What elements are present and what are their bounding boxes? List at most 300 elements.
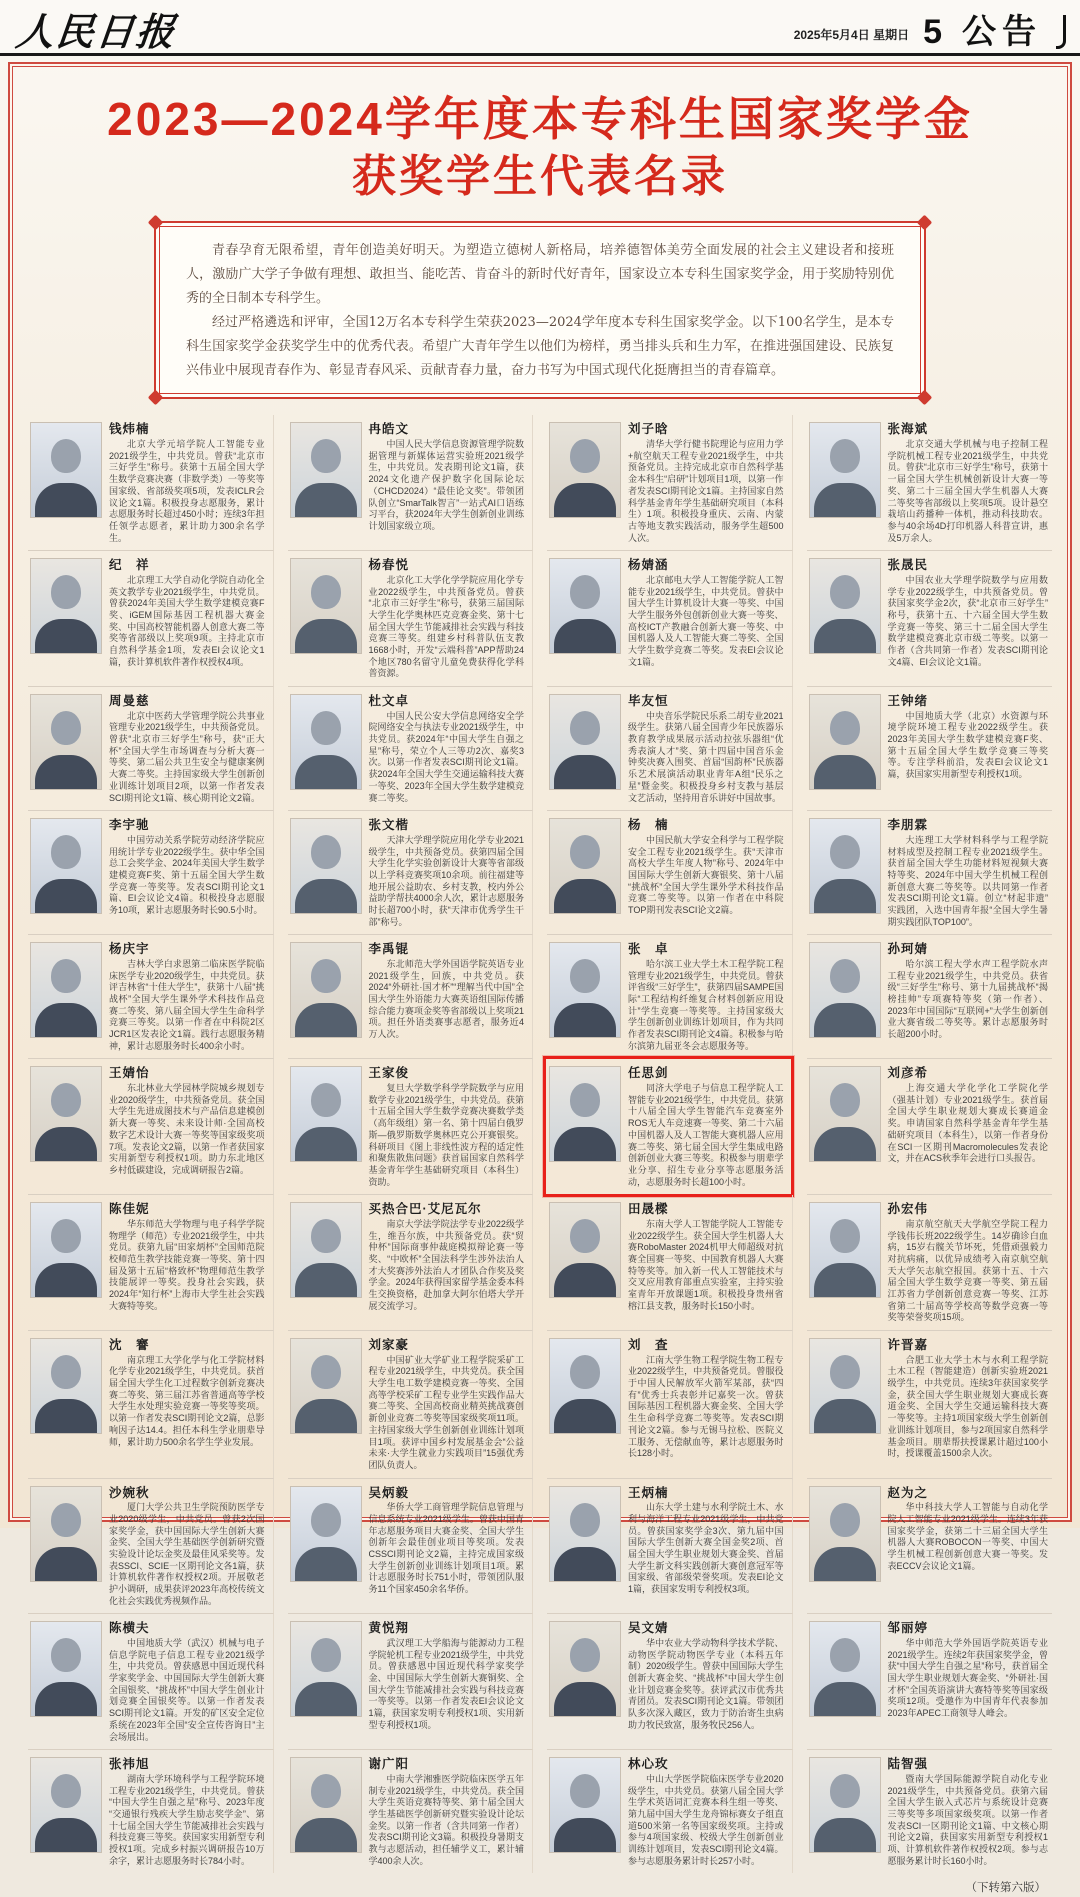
student-name: 刘家豪 (368, 1338, 410, 1353)
photo-silhouette-torso (814, 1399, 876, 1434)
student-bio: 中国民航大学安全科学与工程学院安全工程专业2021级学生。获“天津市高校大学生年度人物”称号、2024年中国国际大学生创新大赛银奖、第十八届“挑战杯”全国大学生课外学术科技作品竞赛二等奖等。以第一作者在中科院TOP期刊发表SCI论文2篇。 (628, 834, 784, 915)
student-name: 张祎旭 (109, 1757, 150, 1772)
student-entry (28, 551, 274, 687)
student-photo (290, 1621, 362, 1717)
photo-silhouette-torso (35, 1263, 97, 1298)
student-text (628, 1202, 784, 1324)
photo-silhouette-head (830, 575, 860, 609)
student-text (109, 1757, 265, 1867)
photo-silhouette-torso (814, 1818, 876, 1853)
student-text (888, 1621, 1049, 1743)
student-name: 孙宏伟 (887, 1202, 929, 1217)
student-bio: 华中师范大学外国语学院英语专业2021级学生。连续2年获国家奖学金，曾获“中国大学生自强之星”称号，获首届全国大学生职业规划大赛金奖、“外研社·国才杯”全国英语演讲大赛特等奖等国家级奖项12项。受邀作为中国青年代表参加2023年APEC工商领导人峰会。 (887, 1638, 1048, 1719)
student-entry (547, 935, 793, 1059)
student-bio: 厦门大学公共卫生学院预防医学专业2020级学生，中共党员。曾获2次国家奖学金，获中国国际大学生创新大赛金奖、全国大学生基础医学创新研究暨实验设计论坛金奖及最佳风采奖等。发表SSCI、SCIE一区期刊论文各1篇，获计算机软件著作权授权2项。开展敬老护小调研，成果获评2023年高校传统文化社会实践优秀视频作品。 (109, 1502, 265, 1606)
student-photo (30, 694, 102, 790)
photo-silhouette-torso (35, 1003, 97, 1038)
student-bio: 中国人民公安大学信息网络安全学院网络安全与执法专业2021级学生，中共党员。获2024年“中国大学生自强之星”称号，荣立个人三等功2次、嘉奖3次。以第一作者发表SCI期刊论文1篇。获2024年全国大学生交通运输科技大赛一等奖、2023年全国大学生数学建模竞赛二等奖。 (368, 710, 524, 803)
student-entry (28, 1331, 274, 1479)
student-name: 张晟民 (887, 558, 929, 573)
student-name: 杨春悦 (368, 558, 410, 573)
photo-silhouette-head (570, 439, 600, 473)
student-entry (547, 687, 793, 811)
student-text (109, 1066, 265, 1188)
student-entry (547, 1750, 793, 1873)
photo-silhouette-torso (814, 619, 876, 654)
student-text (109, 1338, 265, 1472)
intro-paragraphs (186, 239, 894, 383)
student-text (888, 422, 1049, 544)
student-bio: 中国劳动关系学院劳动经济学院应用统计学专业2022级学生。获中华全国总工会奖学金、2024年美国大学生数学建模竞赛F奖、第十五届全国大学生数学竞赛一等奖等。发表SCI期刊论文1篇、EI会议论文4篇。积极投身志愿服务10项，累计志愿服务时长90.5小时。 (109, 834, 265, 915)
student-photo (549, 1338, 621, 1434)
photo-silhouette-torso (35, 1682, 97, 1717)
student-bio: 江南大学生物工程学院生物工程专业2022级学生，中共预备党员。曾服役于中国人民解放军火箭军某部，获“四有”优秀士兵表彰并记嘉奖一次。曾获国际基因工程机器大赛金奖、全国大学生生命科学竞赛二等奖等。发表SCI期刊论文2篇。参与无锡马拉松、医院义工服务、无偿献血等，累计志愿服务时长128小时。 (628, 1354, 784, 1459)
intro-box (154, 221, 926, 399)
student-entry (288, 1614, 534, 1750)
photo-silhouette-torso (814, 483, 876, 518)
photo-silhouette-head (570, 835, 600, 869)
student-bio: 大连理工大学材料科学与工程学院材料成型及控制工程专业2021级学生。获首届全国大学生功能材料短视频大赛特等奖、2024年中国大学生机械工程创新创意大赛二等奖等。以共同第一作者发表SCI期刊论文1篇。创立“材起非遗”实践团，入选中国青年报“全国大学生暑期实践团队TOP100”。 (887, 834, 1048, 927)
photo-silhouette-torso (35, 1818, 97, 1853)
student-bio: 合肥工业大学土木与水利工程学院土木工程（智能建造）创新实验班2021级学生，中共党员。连续3年获国家奖学金，获全国大学生职业规划大赛成长赛道金奖、全国大学生交通运输科技大赛一等奖等。主持1项国家级大学生创新创业训练计划项目，参与2项国家自然科学基金项目。朋辈帮扶授课累计超过100小时，授课覆盖1500余人次。 (887, 1354, 1048, 1459)
student-bio: 湖南大学环境科学与工程学院环境工程专业2021级学生，中共党员。曾获“中国大学生自强之星”称号、2023年度“交通银行残疾大学生励志奖学金”、第十七届全国大学生节能减排社会实践与科技竞赛三等奖。获国家实用新型专利授权1项。完成乡村振兴调研报告10万余字，累计志愿服务时长784小时。 (109, 1773, 265, 1866)
photo-silhouette-torso (814, 1547, 876, 1582)
student-entry (288, 1059, 534, 1195)
student-photo (30, 818, 102, 914)
student-text (628, 1066, 784, 1188)
student-photo (30, 1066, 102, 1162)
student-name: 林心玫 (628, 1757, 669, 1772)
student-entry (547, 1331, 793, 1479)
student-photo (30, 1338, 102, 1434)
student-text (628, 422, 784, 544)
student-name: 周曼慈 (109, 694, 150, 709)
student-text (888, 1486, 1049, 1608)
student-name: 刘彦希 (887, 1066, 929, 1081)
student-name: 冉皓文 (368, 422, 410, 437)
student-name: 刘 查 (628, 1338, 669, 1353)
student-bio: 复旦大学数学科学学院数学与应用数学专业2021级学生，中共党员。获第十五届全国大学生数学竞赛决赛数学类（高年级组）第一名、第十四届白俄罗斯—俄罗斯数学奥林匹克公开赛银奖。科研项目《图上非线性波方程的适定性和聚焦散焦问题》获首届国家自然科学基金青年学生基础研究项目（本科生）资助。 (368, 1083, 524, 1187)
photo-silhouette-head (51, 1503, 81, 1537)
photo-silhouette-head (830, 1638, 860, 1672)
student-text (369, 422, 525, 544)
photo-silhouette-torso (35, 483, 97, 518)
student-entry (28, 1195, 274, 1331)
photo-silhouette-torso (35, 1127, 97, 1162)
student-entry (807, 811, 1053, 935)
student-entry (28, 1479, 274, 1615)
photo-silhouette-torso (295, 1818, 357, 1853)
student-photo (290, 942, 362, 1038)
student-photo (290, 1338, 362, 1434)
photo-silhouette-torso (814, 1263, 876, 1298)
photo-silhouette-head (311, 835, 341, 869)
student-entry (807, 1331, 1053, 1479)
student-entry (807, 551, 1053, 687)
student-entry (288, 1195, 534, 1331)
student-name: 陈横夫 (109, 1621, 150, 1636)
student-bio: 武汉理工大学船海与能源动力工程学院轮机工程专业2021级学生，中共党员。曾获感恩中国近现代科学家奖学金、中国国际大学生创新大赛铜奖、全国大学生节能减排社会实践与科技竞赛一等奖等。以第一作者发表EI会议论文1篇，获国家发明专利授权1项、实用新型专利授权1项。 (368, 1638, 524, 1730)
student-name: 王家俊 (368, 1066, 410, 1081)
student-bio: 哈尔滨工程大学水声工程学院水声工程专业2021级学生，中共党员。获省级“三好学生”称号、第十九届挑战杯“揭榜挂帅”专项赛特等奖（第一作者）、2023年中国国际“互联网+”大学生创新创业大赛省级二等奖等。累计志愿服务时长超200小时。 (887, 958, 1048, 1040)
student-photo (549, 422, 621, 518)
student-text (369, 942, 525, 1052)
student-text (888, 694, 1049, 804)
student-bio: 中国人民大学信息资源管理学院数据管理与新媒体运营实验班2021级学生，中共党员。发表期刊论文1篇，获2024文化遗产保护数字化国际论坛（CHCD2024）“最佳论文奖”。带领团队创立“SmarTalk智言”一站式AI口语练习平台，获2024年大学生创新创业训练计划国家级立项。 (368, 439, 524, 531)
student-name: 纪 祥 (109, 558, 150, 573)
photo-silhouette-head (51, 1638, 81, 1672)
section-name: 公告 (962, 13, 1042, 51)
photo-silhouette-head (570, 959, 600, 993)
student-text (109, 1621, 265, 1743)
photo-silhouette-head (51, 835, 81, 869)
student-bio: 北京交通大学机械与电子控制工程学院机械工程专业2021级学生，中共党员。曾获“北京市三好学生”称号，获第十一届全国大学生机械创新设计大赛一等奖、第二十三届全国大学生机器人大赛二等奖等省部级以上奖项5项。设计悬空栽培山药播种一体机，推动科技助农。参与40余场4D打印机器人科普宣讲，惠及5万余人。 (887, 439, 1048, 543)
photo-silhouette-torso (35, 1399, 97, 1434)
student-text (628, 1621, 784, 1743)
student-text (628, 942, 784, 1052)
student-photo (290, 1486, 362, 1582)
photo-silhouette-head (830, 711, 860, 745)
photo-silhouette-head (311, 439, 341, 473)
student-photo (290, 1757, 362, 1853)
student-photo (809, 694, 881, 790)
corner-ornament (917, 390, 933, 406)
student-text (369, 1202, 525, 1324)
student-bio: 中南大学湘雅医学院临床医学五年制专业2021级学生，中共党员。获全国大学生英语竞赛特等奖、第十届全国大学生基础医学创新研究暨实验设计论坛金奖。以第一作者（含共同第一作者）发表SCI期刊论文3篇。积极投身暑期支教与志愿活动，担任辅学义工，累计辅学400余人次。 (368, 1773, 524, 1866)
photo-silhouette-head (830, 439, 860, 473)
student-bio: 北京理工大学自动化学院自动化全英文教学专业2021级学生，中共党员。曾获2024年美国大学生数学建模竞赛F奖、iGEM国际基因工程机器大赛金奖、中国高校智能机器人创意大赛二等奖等省部级以上奖项9项。主持北京市自然科学基金1项，发表EI会议论文1篇，获计算机软件著作权授权4项。 (109, 574, 265, 667)
student-text (628, 694, 784, 804)
photo-silhouette-torso (295, 1547, 357, 1582)
photo-silhouette-torso (35, 755, 97, 790)
photo-silhouette-head (830, 959, 860, 993)
photo-silhouette-torso (554, 483, 616, 518)
student-entry (288, 415, 534, 551)
student-text (109, 1486, 265, 1608)
photo-silhouette-torso (554, 1547, 616, 1582)
photo-silhouette-head (311, 1503, 341, 1537)
photo-silhouette-torso (554, 1399, 616, 1434)
student-bio: 东北师范大学外国语学院英语专业2021级学生，回族，中共党员。获2024“外研社·国才杯”“理解当代中国”全国大学生外语能力大赛英语组国际传播综合能力赛项金奖等省部级以上奖项21项。担任外语类赛事志愿者，服务近4万人次。 (368, 958, 524, 1040)
photo-silhouette-torso (554, 1263, 616, 1298)
student-name: 陆智强 (887, 1757, 929, 1772)
photo-silhouette-head (830, 1774, 860, 1808)
student-bio: 南京理工大学化学与化工学院材料化学专业2021级学生，中共党员。获首届全国大学生化工过程数字创新竞赛决赛二等奖、第三届江苏省普通高等学校大学生水处理实验竞赛一等奖等奖项。以第一作者发表SCI期刊论文2篇，总影响因子达14.4。担任本科生学业朋辈导师，累计助力500余名学生学业发展。 (109, 1354, 265, 1447)
student-text (628, 1757, 784, 1867)
student-bio: 清华大学行健书院理论与应用力学+航空航天工程专业2021级学生，中共预备党员。主持完成北京市自然科学基金本科生“启研”计划项目1项，以第一作者发表SCI期刊论文1篇。主持国家自然科学基金青年学生基础研究项目（本科生）1项。积极投身重庆、云南、内蒙古等地支教实践活动，服务学生超500人次。 (628, 439, 784, 543)
student-name: 李禹锟 (368, 942, 410, 957)
student-entry (288, 1750, 534, 1873)
corner-ornament (917, 215, 933, 231)
photo-silhouette-torso (295, 1003, 357, 1038)
student-bio: 吉林大学白求恩第二临床医学院临床医学专业2020级学生，中共党员。获评吉林省“十佳大学生”，获第十八届“挑战杯”全国大学生课外学术科技作品竞赛二等奖、第八届全国大学生生命科学竞赛三等奖。以第一作者在中科院2区JCR1区发表论文1篇。践行志愿服务精神，累计志愿服务时长400余小时。 (109, 958, 265, 1051)
student-name: 黄悦翔 (368, 1621, 410, 1636)
student-photo (549, 818, 621, 914)
student-bio: 北京邮电大学人工智能学院人工智能专业2021级学生，中共党员。曾获中国大学生计算机设计大赛一等奖、中国大学生服务外包创新创业大赛一等奖、高校ICT产教融合创新大赛一等奖、中国机器人及人工智能大赛二等奖、全国大学生数学竞赛二等奖。发表EI会议论文1篇。 (628, 574, 784, 667)
student-photo (30, 558, 102, 654)
student-text (628, 558, 784, 680)
student-bio: 暨南大学国际能源学院自动化专业2021级学生，中共预备党员。获第六届全国大学生嵌入式芯片与系统设计竞赛三等奖等多项国家级奖项。以第一作者发表SCI一区期刊论文1篇、中文核心期刊论文2篇，获国家实用新型专利授权1项、计算机软件著作权授权2项。参与志愿服务累计时长160小时。 (887, 1773, 1048, 1866)
student-name: 钱炜楠 (109, 422, 150, 437)
student-entry (288, 551, 534, 687)
photo-silhouette-torso (35, 1547, 97, 1582)
student-photo (290, 558, 362, 654)
student-bio: 华中农业大学动物科学技术学院、动物医学院动物医学专业（本科五年制）2020级学生。曾获中国国际大学生创新大赛金奖、“挑战杯”中国大学生创业计划竞赛金奖等。获评武汉市优秀共青团员。发表SCI期刊论文1篇。带领团队多次深入藏区，致力于防治寄生虫病助力牧民致富，服务牧民256人。 (628, 1638, 784, 1730)
page-number: 5 (923, 13, 948, 51)
student-photo (809, 1757, 881, 1853)
student-entry (807, 687, 1053, 811)
student-bio: 北京中医药大学管理学院公共事业管理专业2021级学生，中共预备党员。曾获“北京市三好学生”称号，获“正大杯”全国大学生市场调查与分析大赛一等奖、第二届公共卫生安全与健康案例大赛二等奖。主持国家级大学生创新创业训练计划项目2项，以第一作者发表SCI期刊论文1篇、核心期刊论文2篇。 (109, 710, 265, 803)
photo-silhouette-torso (814, 1127, 876, 1162)
student-name: 李朋霖 (887, 818, 929, 833)
student-entry (547, 1195, 793, 1331)
page-title-line1: 2023—2024学年度本专科生国家奖学金 (107, 93, 973, 145)
student-name: 田晟樑 (628, 1202, 669, 1217)
student-entry (28, 935, 274, 1059)
student-text (369, 1066, 525, 1188)
student-bio: 华中科技大学人工智能与自动化学院人工智能专业2021级学生。连续3年获国家奖学金，获第二十三届全国大学生机器人大赛ROBOCON一等奖、中国大学生机械工程创新创意大赛一等奖。发表ECCV会议论文1篇。 (887, 1502, 1048, 1571)
student-text (369, 1338, 525, 1472)
student-photo (809, 1486, 881, 1582)
student-photo (549, 558, 621, 654)
photo-silhouette-torso (554, 1127, 616, 1162)
student-name: 沙婉秋 (109, 1485, 150, 1500)
student-photo (809, 422, 881, 518)
student-bio: 中山大学医学院临床医学专业2020级学生，中共党员。获第八届全国大学生学术英语词汇竞赛本科生组一等奖、第九届中国大学生龙舟锦标赛女子组直道500米第一名等国家级奖项。主持或参与4项国家级、校级大学生创新创业训练计划项目，发表SCI期刊论文4篇。参与志愿服务累计时长257小时。 (628, 1773, 784, 1866)
student-entry (547, 1479, 793, 1615)
photo-silhouette-head (311, 1083, 341, 1117)
student-photo (30, 422, 102, 518)
student-text (109, 818, 265, 928)
student-text (369, 694, 525, 804)
student-name: 沈 謇 (109, 1338, 150, 1353)
student-text (888, 1066, 1049, 1188)
student-name: 王婧怡 (109, 1066, 150, 1081)
student-name: 杨庆宇 (109, 942, 150, 957)
student-entry (807, 1059, 1053, 1195)
student-name: 张 卓 (628, 942, 669, 957)
student-name: 任思剑 (628, 1066, 669, 1081)
student-photo (809, 1338, 881, 1434)
student-name: 杜文卓 (368, 694, 410, 709)
photo-silhouette-torso (35, 879, 97, 914)
student-bio: 北京大学元培学院人工智能专业2021级学生，中共党员。曾获“北京市三好学生”称号。获第十五届全国大学生数学竞赛决赛（非数学类）一等奖等国家级、省部级奖项5项，发表ICLR会议论文1篇。积极投身志愿服务，累计志愿服务时长超过450小时；连续3年担任领学志愿者，累计助力300余名学生。 (109, 439, 265, 543)
photo-silhouette-head (570, 1638, 600, 1672)
student-photo (30, 1757, 102, 1853)
student-bio: 东南大学人工智能学院人工智能专业2022级学生。获全国大学生机器人大赛RoboMaster 2024机甲大师超级对抗赛全国赛一等奖、中国教育机器人大赛特等奖等。加入新一代人工智能技术与交叉应用教育部重点实验室，主持实验室青年开放课题1项。积极投身贵州省榕江县支教，服务时长150小时。 (628, 1218, 784, 1311)
photo-silhouette-head (311, 1219, 341, 1253)
student-bio: 中国地质大学（武汉）机械与电子信息学院电子信息工程专业2021级学生，中共党员。曾获感恩中国近现代科学家奖学金、中国国际大学生创新大赛全国银奖、“挑战杯”中国大学生创业计划竞赛全国银奖等。以第一作者发表SCI期刊论文1篇。开发的矿区安全定位系统在2023年全国“安全宣传咨询日”主会场展出。 (109, 1638, 265, 1742)
student-entry (807, 1195, 1053, 1331)
corner-bracket-mark (1056, 15, 1066, 49)
photo-silhouette-head (311, 1774, 341, 1808)
student-bio: 中央音乐学院民乐系二胡专业2021级学生。获第八届全国青少年民族器乐教育教学成果展示活动拉弦乐器组“优秀表演人才”奖、第十四届中国音乐金钟奖决赛入围奖、首届“国韵杯”民族器乐艺术展演活动职业青年A组“民乐之星”暨金奖。积极投身乡村支教与基层文艺活动，坚持用音乐讲好中国故事。 (628, 710, 784, 803)
student-name: 毕友恒 (628, 694, 669, 709)
student-photo (290, 1066, 362, 1162)
student-photo (549, 1621, 621, 1717)
photo-silhouette-head (570, 1219, 600, 1253)
page-title-line2: 获奖学生代表名录 (352, 151, 728, 201)
student-entry (28, 1750, 274, 1873)
student-photo (549, 1066, 621, 1162)
student-name: 杨 楠 (628, 818, 669, 833)
student-text (369, 1621, 525, 1743)
student-photo (30, 942, 102, 1038)
photo-silhouette-head (830, 1355, 860, 1389)
student-text (628, 1338, 784, 1472)
corner-ornament (148, 215, 164, 231)
student-entry (807, 935, 1053, 1059)
photo-silhouette-head (51, 1083, 81, 1117)
student-name: 孙珂婧 (887, 942, 929, 957)
photo-silhouette-head (311, 711, 341, 745)
student-bio: 哈尔滨工业大学土木工程学院工程管理专业2021级学生，中共党员。曾获评省级“三好学生”，获第四届SAMPE国际“工程结构纤维复合材料创新应用设计”学生竞赛一等奖等。主持国家级大学生创新创业训练计划项目，作为共同作者发表SCI期刊论文4篇。积极参与哈尔滨第九届亚冬会志愿服务等。 (628, 958, 784, 1051)
student-entry (807, 415, 1053, 551)
student-bio: 上海交通大学化学化工学院化学（强基计划）专业2021级学生。获首届全国大学生职业规划大赛成长赛道金奖。申请国家自然科学基金青年学生基础研究项目（本科生），以第一作者身份在SCI一区期刊Macromolecules发表论文，并在ACS秋季年会进行口头报告。 (887, 1083, 1048, 1164)
student-text (369, 558, 525, 680)
photo-silhouette-torso (814, 879, 876, 914)
newspaper-masthead (0, 0, 1080, 56)
student-bio: 中国地质大学（北京）水资源与环境学院环境工程专业2022级学生。获2023年美国大学生数学建模竞赛F奖、第十五届全国大学生数学竞赛三等奖等。专注学科前沿，发表EI会议论文1篇，获国家实用新型专利授权1项。 (887, 710, 1048, 780)
photo-silhouette-head (570, 1355, 600, 1389)
photo-silhouette-torso (554, 619, 616, 654)
photo-silhouette-torso (554, 755, 616, 790)
photo-silhouette-torso (295, 879, 357, 914)
student-entry (288, 935, 534, 1059)
student-entry-highlighted (547, 1059, 793, 1195)
student-photo (290, 422, 362, 518)
student-bio: 东北林业大学园林学院城乡规划专业2020级学生，中共预备党员。获全国大学生先进成图技术与产品信息建模创新大赛一等奖、未来设计师·全国高校数字艺术设计大赛一等奖等国家级奖项7项。发表论文2篇，以第一作者获国家实用新型专利授权1项。助力东北地区乡村低碳建设，完成调研报告2篇。 (109, 1083, 265, 1175)
student-text (369, 1486, 525, 1608)
student-photo (809, 1621, 881, 1717)
student-bio: 天津大学理学院应用化学专业2021级学生，中共预备党员。获第四届全国大学生化学实验创新设计大赛等省部级以上学科竞赛奖项10余项。前往福建等地开展公益助农、乡村支教，校内外公益助学帮扶4000余人次，累计志愿服务时长超700小时，获“天津市优秀学生干部”称号。 (368, 834, 524, 927)
student-name: 杨婧涵 (628, 558, 669, 573)
photo-silhouette-head (311, 1355, 341, 1389)
student-photo (809, 942, 881, 1038)
student-bio: 北京化工大学化学学院应用化学专业2022级学生，中共预备党员。曾获“北京市三好学生”称号，获第三届国际大学生化学奥林匹克竞赛金奖、第十七届全国大学生节能减排社会实践与科技竞赛三等奖。组建乡村科普队伍支教1668小时，开发“云端科普”APP帮助24个地区780名留守儿童免费获得化学科普资源。 (368, 574, 524, 679)
student-entry (28, 415, 274, 551)
student-bio: 中国矿业大学矿业工程学院采矿工程专业2021级学生，中共党员。获全国大学生电工数学建模竞赛一等奖、全国高等学校采矿工程专业学生实践作品大赛二等奖、全国高校商业精英挑战赛创新创业竞赛二等奖等国家级奖项11项。主持国家级大学生创新创业训练计划项目1项。获评中国乡村发展基金会“公益未来·大学生就业力实践项目”15强优秀团队负责人。 (368, 1354, 524, 1470)
student-photo (549, 1486, 621, 1582)
student-entry (807, 1614, 1053, 1750)
student-photo (549, 1202, 621, 1298)
student-name: 刘子晗 (628, 422, 669, 437)
student-name: 张海斌 (887, 422, 929, 437)
student-bio: 山东大学土建与水利学院土木、水利与海洋工程专业2021级学生，中共党员。曾获国家奖学金3次、第九届中国国际大学生创新大赛全国金奖2项、首届全国大学生职业规划大赛金奖、首届大学生新文科实践创新大赛创意冠军等国家级、省部级荣誉奖项。发表EI论文1篇，获国家发明专利授权3项。 (628, 1502, 784, 1595)
photo-silhouette-head (830, 1219, 860, 1253)
student-bio: 华东师范大学物理与电子科学学院物理学（师范）专业2021级学生，中共党员。获第九届“田家炳杯”全国师范院校师范生教学技能竞赛一等奖、第十四届及第十五届“格致杯”物理师范生教学技能展评一等奖。投身社会实践，获2024年“知行杯”上海市大学生社会实践大赛特等奖。 (109, 1218, 265, 1311)
photo-silhouette-torso (295, 1127, 357, 1162)
student-photo (30, 1486, 102, 1582)
student-text (888, 1338, 1049, 1472)
photo-silhouette-head (570, 575, 600, 609)
intro-paragraph: 青春孕育无限希望，青年创造美好明天。为塑造立德树人新格局，培养德智体美劳全面发展的社会主义建设者和接班人，激励广大学子争做有理想、敢担当、能吃苦、肯奋斗的新时代好青年，国家设立本专科生国家奖学金，用于奖励特别优秀的全日制本专科学生。 (186, 243, 894, 307)
student-name: 陈佳妮 (109, 1202, 150, 1217)
student-text (628, 1486, 784, 1608)
photo-silhouette-torso (295, 483, 357, 518)
student-photo (30, 1621, 102, 1717)
student-entry (28, 687, 274, 811)
student-photo (290, 694, 362, 790)
continuation-note: （下转第六版） (965, 1880, 1046, 1895)
student-entry (807, 1479, 1053, 1615)
photo-silhouette-torso (814, 1003, 876, 1038)
student-entry (288, 1479, 534, 1615)
masthead-right (794, 15, 1066, 51)
photo-silhouette-head (51, 959, 81, 993)
photo-silhouette-head (51, 1355, 81, 1389)
student-entry (547, 1614, 793, 1750)
student-text (369, 1757, 525, 1867)
student-entry (288, 811, 534, 935)
student-name: 吴文婧 (628, 1621, 669, 1636)
student-name: 王钟绪 (887, 694, 929, 709)
student-bio: 同济大学电子与信息工程学院人工智能专业2021级学生，中共党员。获第十八届全国大学生智能汽车竞赛室外ROS无人车竞速赛一等奖、第二十六届中国机器人及人工智能大赛机器人应用赛二等奖、第七届全国大学生集成电路创新创业大赛三等奖。积极参与朋辈学业分享、招生专业分享等志愿服务活动，志愿服务时长超100小时。 (628, 1083, 784, 1187)
student-name: 王炳楠 (628, 1485, 669, 1500)
student-entry (28, 1614, 274, 1750)
student-name: 赵为之 (887, 1485, 929, 1500)
student-text (888, 818, 1049, 928)
photo-silhouette-torso (554, 1682, 616, 1717)
student-text (109, 558, 265, 680)
photo-silhouette-head (311, 959, 341, 993)
student-entry (28, 811, 274, 935)
photo-silhouette-torso (295, 1682, 357, 1717)
photo-silhouette-head (311, 1638, 341, 1672)
student-entry (547, 415, 793, 551)
student-name: 买热合巴·艾尼瓦尔 (368, 1202, 482, 1217)
student-entry (547, 551, 793, 687)
student-photo (30, 1202, 102, 1298)
student-text (888, 942, 1049, 1052)
photo-silhouette-torso (295, 755, 357, 790)
photo-silhouette-head (51, 711, 81, 745)
student-entries-grid (26, 413, 1054, 1873)
student-bio: 南京航空航天大学航空学院工程力学钱伟长班2022级学生。14岁确诊白血病，15岁右髋关节坏死，凭借顽强毅力对抗病痛，以优异成绩考入南京航空航天大学矢志航空报国。获第十五、十六届全国大学生数学竞赛一等奖、第五届江苏省力学创新创意竞赛一等奖、江苏省第二十届高等学校高等数学竞赛一等奖等荣誉奖项15项。 (887, 1218, 1048, 1323)
photo-silhouette-head (570, 1083, 600, 1117)
photo-silhouette-head (51, 575, 81, 609)
title-block (26, 74, 1054, 205)
student-entry (807, 1750, 1053, 1873)
paper-name: 人民日报 (13, 9, 179, 54)
student-entry (288, 1331, 534, 1479)
photo-silhouette-head (51, 1219, 81, 1253)
photo-silhouette-torso (554, 879, 616, 914)
photo-silhouette-torso (554, 1818, 616, 1853)
photo-silhouette-torso (35, 619, 97, 654)
student-photo (809, 1202, 881, 1298)
student-photo (549, 942, 621, 1038)
student-entry (288, 687, 534, 811)
photo-silhouette-head (830, 1503, 860, 1537)
photo-silhouette-torso (814, 755, 876, 790)
student-photo (290, 1202, 362, 1298)
student-bio: 中国农业大学理学院数学与应用数学专业2022级学生，中共预备党员。曾获国家奖学金2次，获“北京市三好学生”称号，获第十五、十六届全国大学生数学竞赛一等奖、第三十二届全国大学生数学建模竞赛北京市级二等奖。以第一作者（含共同第一作者）发表SCI期刊论文4篇、EI会议论文1篇。 (887, 574, 1048, 667)
student-name: 谢广阳 (368, 1757, 410, 1772)
student-text (888, 1202, 1049, 1324)
student-text (109, 422, 265, 544)
student-photo (809, 558, 881, 654)
student-text (109, 942, 265, 1052)
student-text (888, 1757, 1049, 1867)
student-name: 李宇驰 (109, 818, 150, 833)
photo-silhouette-torso (295, 1263, 357, 1298)
student-entry (28, 1059, 274, 1195)
student-text (888, 558, 1049, 680)
student-bio: 华侨大学工商管理学院信息管理与信息系统专业2021级学生。曾获中国青年志愿服务项目大赛金奖、全国大学生创新年会最佳创业项目等奖项。发表CSSCI期刊论文2篇，主持完成国家级大学生创新创业训练计划项目1项。累计志愿服务时长751小时，带领团队服务11个国家450余名华侨。 (368, 1502, 524, 1595)
student-name: 许晋嘉 (887, 1338, 929, 1353)
student-photo (290, 818, 362, 914)
